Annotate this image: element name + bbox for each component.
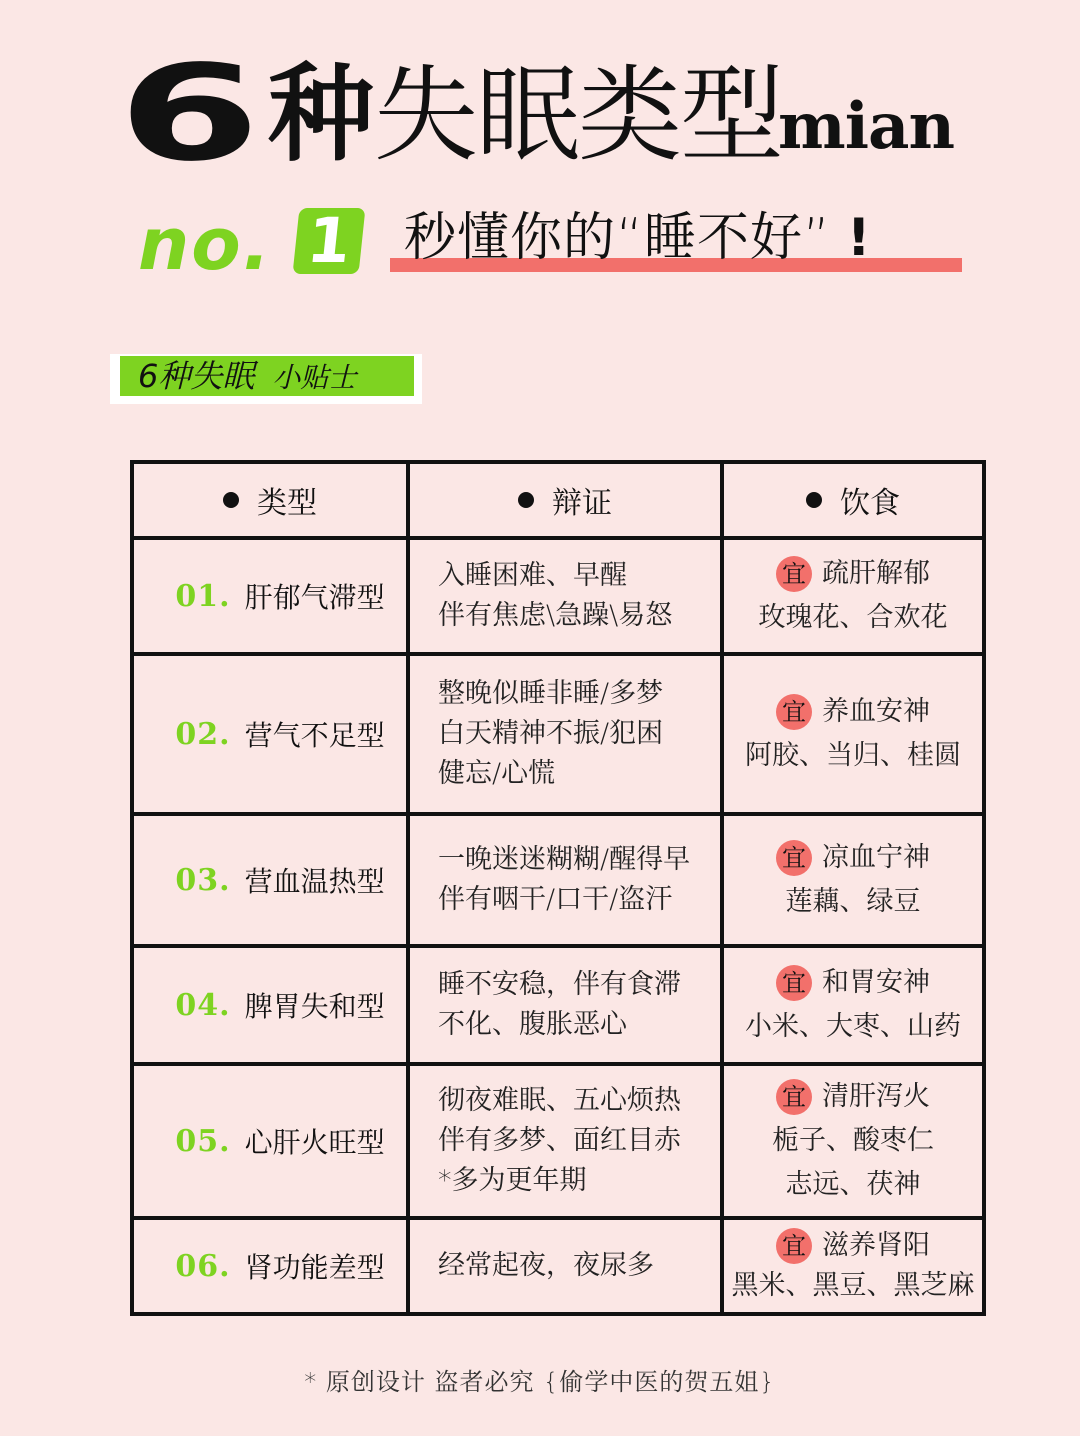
copyright-footer: * 原创设计 盗者必究 {偷学中医的贺五姐}: [304, 1368, 776, 1396]
symptom-cell: [406, 948, 720, 1062]
header-type-label: 类型: [257, 486, 317, 521]
recommend-badge: 宜: [776, 840, 812, 876]
symptom-line: 入睡困难、早醒: [438, 560, 627, 591]
symptom-cell: [406, 816, 720, 944]
diet-foods: 莲藕、绿豆: [785, 886, 921, 917]
symptom-line: *多为更年期: [438, 1165, 587, 1196]
diet-foods: 玫瑰花、合欢花: [758, 602, 948, 633]
tips-label: [110, 354, 422, 404]
row-number: 05.: [175, 1123, 231, 1159]
diet-cell: [720, 656, 982, 812]
diet-principle: 滋养肾阳: [822, 1230, 930, 1261]
recommend-badge: 宜: [776, 965, 812, 1001]
diet-principle-line: [776, 1075, 930, 1119]
diet-foods: 黑米、黑豆、黑芝麻: [731, 1270, 975, 1301]
symptom-cell: [406, 1220, 720, 1312]
tips-text: [138, 354, 356, 400]
type-name: 脾胃失和型: [244, 990, 385, 1023]
symptom-line: 彻夜难眠、五心烦热: [438, 1085, 681, 1116]
title-text: 失眠类型: [374, 54, 783, 176]
title-pinyin: mian: [778, 89, 955, 164]
header-diet: [720, 464, 982, 536]
bullet-icon: [518, 492, 534, 508]
diet-principle-line: [776, 836, 930, 880]
symptom-line: 整晚似睡非睡/多梦: [438, 678, 664, 709]
diet-principle-line: [776, 552, 930, 596]
type-cell: [134, 1220, 406, 1312]
tagline-main: 秒懂你的“睡不好”: [404, 208, 831, 268]
header-diagnosis: [406, 464, 720, 536]
table-row: [134, 812, 982, 944]
header-diet-label: 饮食: [840, 486, 900, 521]
insomnia-table: [130, 460, 986, 1316]
type-name: 肝郁气滞型: [244, 581, 385, 614]
recommend-badge: 宜: [776, 1079, 812, 1115]
symptom-line: 伴有咽干/口干/盗汗: [438, 884, 673, 915]
diet-principle: 清肝泻火: [822, 1081, 930, 1112]
table-row: [134, 536, 982, 652]
row-number: 03.: [175, 862, 231, 898]
issue-label: no.: [138, 202, 273, 286]
diet-foods: 小米、大枣、山药: [745, 1011, 961, 1042]
diet-foods: 栀子、酸枣仁: [772, 1125, 934, 1156]
symptom-line: 不化、腹胀恶心: [438, 1009, 627, 1040]
row-number: 02.: [175, 716, 231, 752]
type-name: 营气不足型: [244, 719, 385, 752]
row-number: 06.: [175, 1248, 231, 1284]
recommend-badge: 宜: [776, 694, 812, 730]
type-name: 营血温热型: [244, 865, 385, 898]
table-header-row: [134, 464, 982, 536]
type-name: 心肝火旺型: [244, 1126, 385, 1159]
diet-principle: 凉血宁神: [822, 842, 930, 873]
diet-cell: [720, 1066, 982, 1216]
diet-cell: [720, 540, 982, 652]
diet-cell: [720, 816, 982, 944]
symptom-cell: [406, 540, 720, 652]
tagline: [390, 200, 962, 280]
type-name: 肾功能差型: [244, 1251, 385, 1284]
table-row: [134, 1062, 982, 1216]
title-number: 6: [118, 37, 255, 191]
type-cell: [134, 540, 406, 652]
diet-principle: 和胃安神: [822, 967, 930, 998]
type-cell: [134, 1066, 406, 1216]
type-cell: [134, 656, 406, 812]
symptom-line: 睡不安稳，伴有食滞: [438, 969, 681, 1000]
diet-foods: 阿胶、当归、桂圆: [745, 740, 961, 771]
diet-principle: 养血安神: [822, 696, 930, 727]
type-cell: [134, 816, 406, 944]
tagline-text: [404, 206, 872, 270]
symptom-line: 伴有多梦、面红目赤: [438, 1125, 681, 1156]
table-row: [134, 652, 982, 812]
symptom-line: 一晚迷迷糊糊/醒得早: [438, 844, 691, 875]
diet-principle: 疏肝解郁: [822, 558, 930, 589]
symptom-cell: [406, 656, 720, 812]
recommend-badge: 宜: [776, 556, 812, 592]
table-row: [134, 1216, 982, 1312]
diet-principle-line: [776, 961, 930, 1005]
row-number: 01.: [175, 578, 231, 614]
tips-main: 6种失眠: [138, 357, 255, 395]
diet-cell: [720, 948, 982, 1062]
diet-principle-line: [776, 690, 930, 734]
header-diagnosis-label: 辩证: [552, 486, 612, 521]
symptom-line: 健忘/心慌: [438, 758, 556, 789]
diet-cell: [720, 1220, 982, 1312]
symptom-line: 白天精神不振/犯困: [438, 718, 664, 749]
subtitle-row: [138, 200, 978, 290]
symptom-cell: [406, 1066, 720, 1216]
tips-small: 小贴士: [272, 361, 357, 394]
type-cell: [134, 948, 406, 1062]
diet-foods: 志远、茯神: [785, 1169, 921, 1200]
bullet-icon: [806, 492, 822, 508]
table-row: [134, 944, 982, 1062]
bullet-icon: [223, 492, 239, 508]
issue-number: 1: [303, 204, 355, 277]
recommend-badge: 宜: [776, 1228, 812, 1264]
symptom-line: 经常起夜，夜尿多: [438, 1250, 654, 1281]
row-number: 04.: [175, 987, 231, 1023]
issue-number-badge: [293, 204, 366, 277]
symptom-line: 伴有焦虑\急躁\易怒: [438, 600, 673, 631]
diet-principle-line: [776, 1226, 930, 1266]
title-measure-word: 种: [268, 53, 374, 176]
tagline-exclamation: !: [846, 208, 872, 268]
page-title: [118, 37, 998, 191]
header-type: [134, 464, 406, 536]
